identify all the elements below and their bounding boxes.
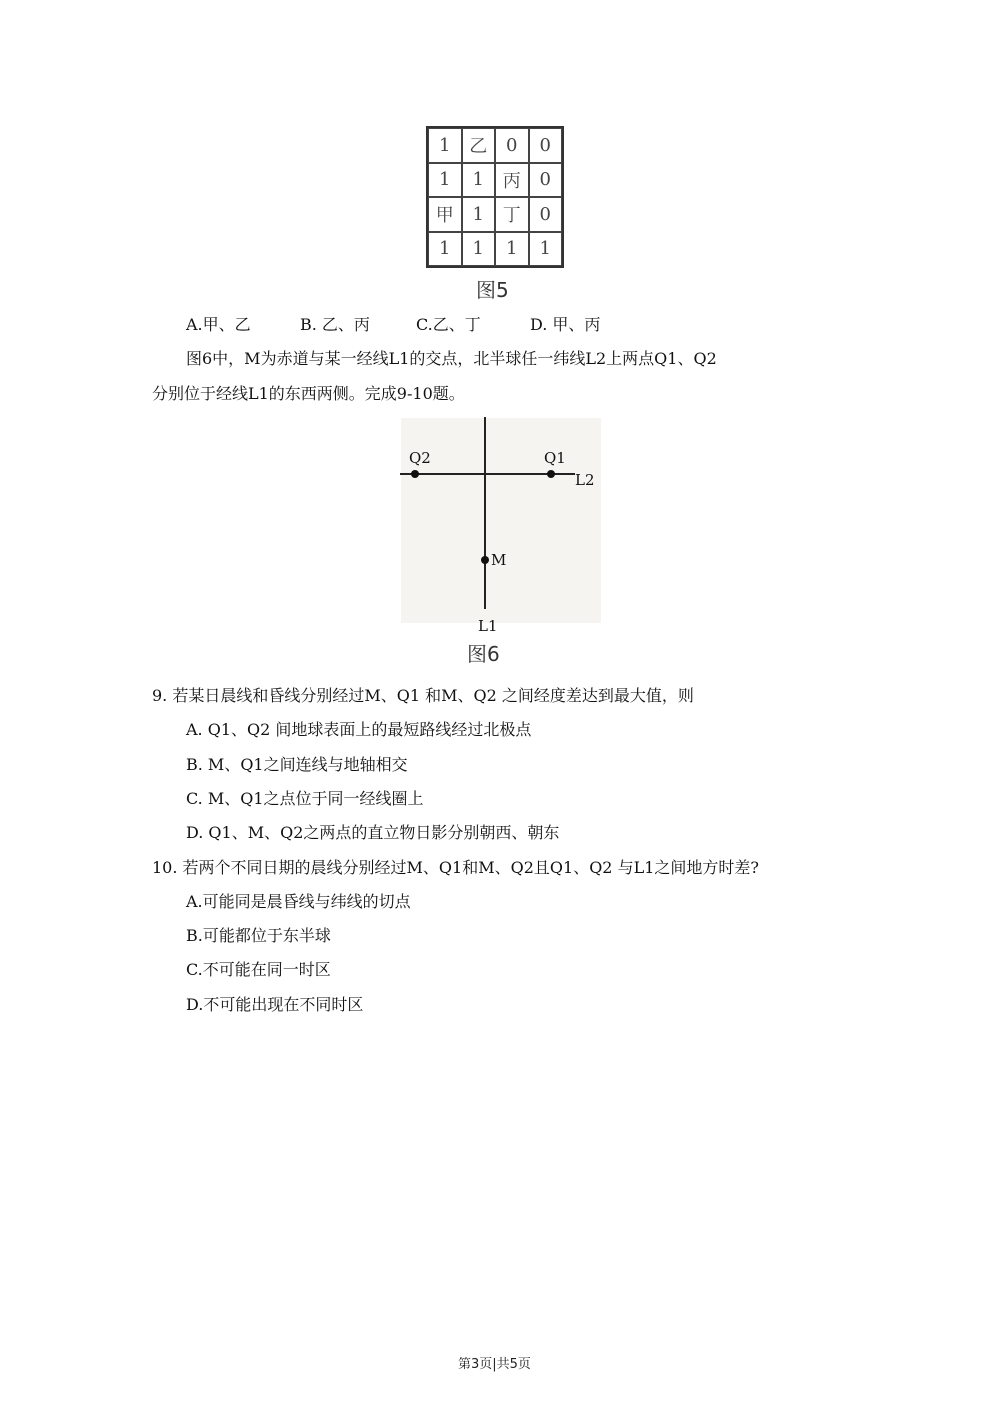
q10-option-a: A.可能同是晨昏线与纬线的切点 <box>186 892 411 911</box>
grid-cell: 1 <box>529 232 563 267</box>
grid-cell: 0 <box>529 163 563 198</box>
grid-cell: 丁 <box>495 197 529 232</box>
grid-cell: 1 <box>428 128 462 163</box>
grid-cell: 1 <box>428 163 462 198</box>
q9-option-b: B. M、Q1之间连线与地轴相交 <box>186 755 408 774</box>
grid-cell: 1 <box>462 163 496 198</box>
q9-option-a: A. Q1、Q2 间地球表面上的最短路线经过北极点 <box>186 720 532 739</box>
q2-label: Q2 <box>409 449 431 467</box>
q10-option-d: D.不可能出现在不同时区 <box>186 995 364 1014</box>
l2-label: L2 <box>575 471 595 489</box>
grid-cell: 丙 <box>495 163 529 198</box>
grid-cell: 1 <box>462 197 496 232</box>
figure-5-grid <box>426 126 564 268</box>
page-footer: 第3页|共5页 <box>458 1357 531 1372</box>
m-point <box>481 556 489 564</box>
figure-5-caption: 图5 <box>476 278 509 302</box>
q1-label: Q1 <box>544 449 566 467</box>
m-label: M <box>491 551 507 569</box>
grid-cell: 0 <box>529 197 563 232</box>
l1-label: L1 <box>478 617 498 635</box>
grid-cell: 0 <box>495 128 529 163</box>
q9-option-d: D. Q1、M、Q2之两点的直立物日影分别朝西、朝东 <box>186 823 560 842</box>
grid-cell: 甲 <box>428 197 462 232</box>
q10-option-b: B.可能都位于东半球 <box>186 926 331 945</box>
q9-stem: 9. 若某日晨线和昏线分别经过M、Q1 和M、Q2 之间经度差达到最大值，则 <box>152 686 694 705</box>
figure-6-caption: 图6 <box>467 642 500 666</box>
q8-option-d: D. 甲、丙 <box>530 315 601 334</box>
grid-cell: 1 <box>428 232 462 267</box>
grid-cell: 1 <box>462 232 496 267</box>
q8-option-b: B. 乙、丙 <box>300 315 370 334</box>
q10-stem: 10. 若两个不同日期的晨线分别经过M、Q1和M、Q2且Q1、Q2 与L1之间地方时差? <box>152 858 759 877</box>
q9-option-c: C. M、Q1之点位于同一经线圈上 <box>186 789 424 808</box>
q8-option-c: C.乙、丁 <box>416 315 481 334</box>
q10-option-c: C.不可能在同一时区 <box>186 960 331 979</box>
q8-option-a: A.甲、乙 <box>186 315 251 334</box>
grid-cell: 乙 <box>462 128 496 163</box>
grid-cell: 1 <box>495 232 529 267</box>
q1-point <box>547 470 555 478</box>
figure-6 <box>395 412 610 667</box>
intro-line-1: 图6中，M为赤道与某一经线L1的交点，北半球任一纬线L2上两点Q1、Q2 <box>186 349 717 368</box>
intro-line-2: 分别位于经线L1的东西两侧。完成9-10题。 <box>152 384 465 403</box>
grid-cell: 0 <box>529 128 563 163</box>
q2-point <box>411 470 419 478</box>
